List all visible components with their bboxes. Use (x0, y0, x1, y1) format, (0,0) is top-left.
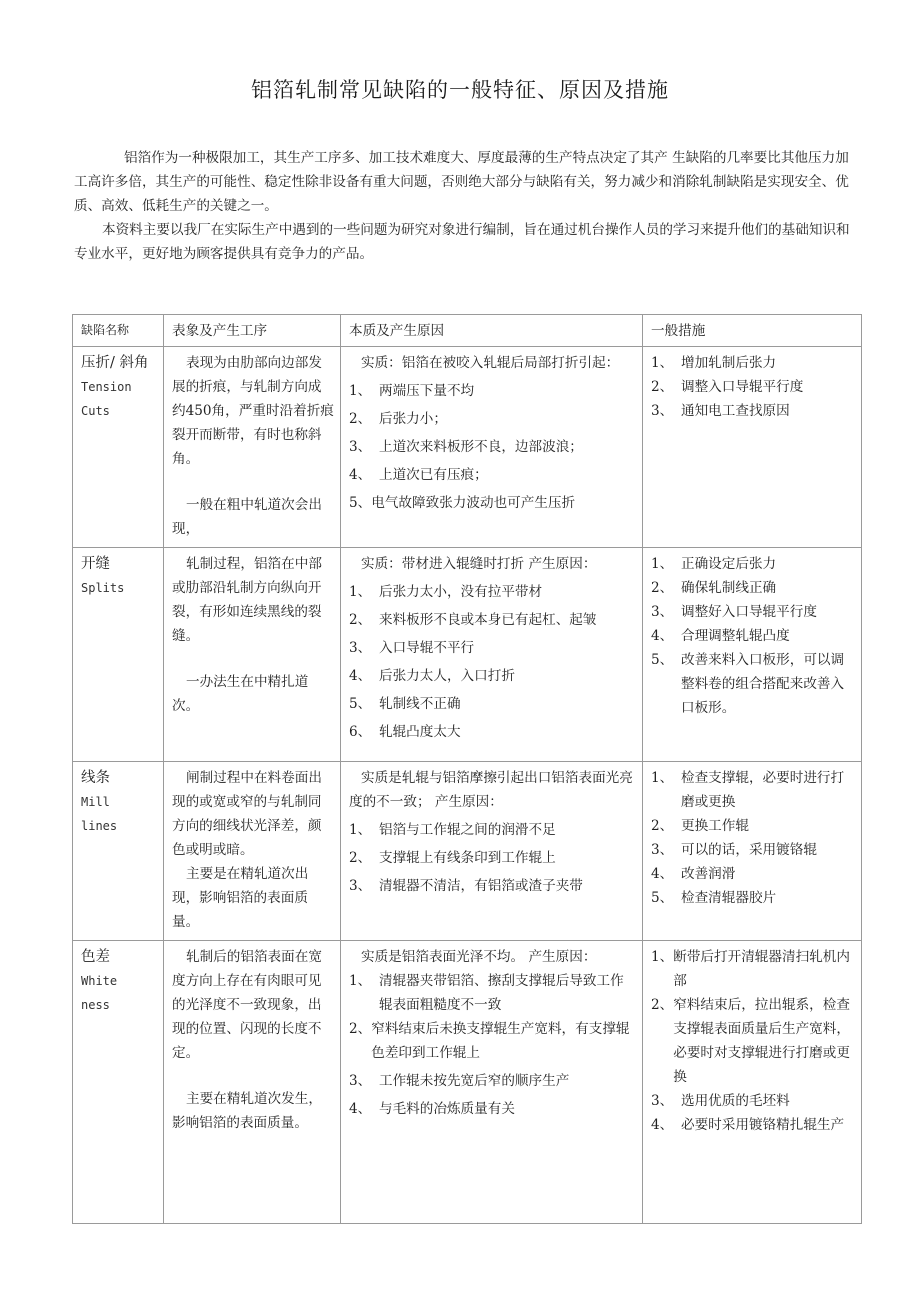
measure-item: 检查支撑辊，必要时进行打磨或更换 (681, 770, 845, 810)
list-number: 6、 (349, 724, 372, 740)
defect-name-cell (73, 762, 164, 941)
list-number: 1、 (349, 584, 372, 600)
cause-cell (341, 941, 643, 1224)
list-number: 1、 (651, 949, 674, 965)
cause-item: 上道次已有压痕； (379, 467, 488, 483)
measure-item: 合理调整轧辊凸度 (681, 628, 790, 644)
list-number: 3、 (651, 403, 674, 419)
defect-name-en: ness (81, 998, 110, 1012)
measure-item: 更换工作辊 (681, 818, 749, 834)
symptom-process: 一般在粗中轧道次会出现， (172, 497, 322, 537)
list-number: 1、 (349, 822, 372, 838)
measure-item: 断带后打开清辊器清扫轧机内部 (673, 949, 850, 989)
table-header-row (73, 315, 862, 347)
defect-name-en: Cuts (81, 404, 110, 418)
cause-intro: 实质：带材进入辊缝时打折 产生原因： (361, 556, 597, 572)
defect-name-cell (73, 347, 164, 548)
intro-section (74, 146, 856, 266)
measure-item: 窄料结束后，拉出辊系，检查支撑辊表面质量后生产宽料，必要时对支撑辊进行打磨或更换 (673, 997, 850, 1085)
cause-item: 支撑辊上有线条印到工作辊上 (379, 850, 556, 866)
defect-name-en: Mill (81, 795, 110, 809)
list-number: 2、 (349, 850, 372, 866)
table-row (73, 762, 862, 941)
list-number: 5、 (349, 696, 372, 712)
list-number: 1、 (651, 355, 674, 371)
measures-cell (643, 347, 862, 548)
list-number: 4、 (349, 668, 372, 684)
list-number: 5、 (651, 890, 674, 906)
list-number: 2、 (651, 997, 674, 1013)
header-measures: 一般措施 (643, 315, 862, 347)
table-row (73, 347, 862, 548)
measures-cell (643, 941, 862, 1224)
measure-item: 可以的话，采用镀铬辊 (681, 842, 817, 858)
defect-name-en: lines (81, 819, 118, 833)
list-number: 2、 (349, 612, 372, 628)
list-number: 2、 (651, 379, 674, 395)
measures-cell (643, 548, 862, 762)
cause-item: 后张力太小，没有拉平带材 (379, 584, 543, 600)
intro-paragraph-1: 铝箔作为一种极限加工，其生产工序多、加工技术难度大、厚度最薄的生产特点决定了其产 生缺陷的几率要比其他压力加工高许多倍，其生产的可能性、稳定性除非设备有重大问题，否则绝大部分与缺陷有关，努力减少和消除轧制缺陷是实现安全、优质、高效、低耗生产的关键之一。 (74, 150, 849, 214)
list-number: 3、 (349, 640, 372, 656)
measures-cell (643, 762, 862, 941)
symptom-cell (164, 347, 341, 548)
measure-item: 确保轧制线正确 (681, 580, 777, 596)
symptom-text: 轧制后的铝箔表面在宽度方向上存在有肉眼可见的光泽度不一致现象，出现的位置、闪现的长度不定。 (172, 949, 322, 1061)
defect-name-cell (73, 548, 164, 762)
cause-item: 清辊器夹带铝箔、擦刮支撑辊后导致工作辊表面粗糙度不一致 (379, 973, 624, 1013)
list-number: 4、 (349, 467, 372, 483)
list-number: 3、 (349, 1073, 372, 1089)
symptom-process: 主要在精轧道次发生，影响铝箔的表面质量。 (172, 1091, 322, 1131)
cause-item: 后张力太人，入口打折 (379, 668, 515, 684)
list-number: 3、 (651, 842, 674, 858)
list-number: 3、 (651, 1093, 674, 1109)
measure-item: 改善润滑 (681, 866, 736, 882)
cause-item: 铝箔与工作辊之间的润滑不足 (379, 822, 556, 838)
table-row (73, 941, 862, 1224)
cause-item: 后张力小； (379, 411, 447, 427)
list-number: 3、 (349, 878, 372, 894)
cause-item: 与毛料的冶炼质量有关 (379, 1101, 515, 1117)
list-number: 2、 (651, 818, 674, 834)
cause-item: 窄料结束后未换支撑辊生产宽料，有支撑辊色差印到工作辊上 (371, 1021, 630, 1061)
list-number: 3、 (651, 604, 674, 620)
cause-item: 清辊器不清洁，有铝箔或渣子夹带 (379, 878, 583, 894)
table-row (73, 548, 862, 762)
symptom-process: 主要是在精轧道次出现，影响铝箔的表面质量。 (172, 866, 309, 930)
list-number: 4、 (651, 628, 674, 644)
cause-item: 轧制线不正确 (379, 696, 461, 712)
cause-item: 两端压下量不均 (379, 383, 475, 399)
list-number: 3、 (349, 439, 372, 455)
measure-item: 增加轧制后张力 (681, 355, 777, 371)
symptom-text: 表现为由肋部向边部发展的折痕，与轧制方向成约450角，严重时沿着折痕裂开而断带，有时也称斜角。 (172, 355, 334, 467)
defect-name-cn: 压折/ 斜角 (81, 355, 149, 371)
cause-item: 入口导辊不平行 (379, 640, 475, 656)
defect-table (72, 314, 862, 1224)
symptom-cell (164, 548, 341, 762)
list-number: 1、 (651, 556, 674, 572)
cause-item: 工作辊未按先宽后窄的顺序生产 (379, 1073, 570, 1089)
list-number: 5、 (651, 652, 674, 668)
measure-item: 必要时采用镀铬精扎辊生产 (681, 1117, 845, 1133)
measure-item: 正确设定后张力 (681, 556, 777, 572)
measure-item: 检查清辊器胶片 (681, 890, 777, 906)
header-symptom: 表象及产生工序 (164, 315, 341, 347)
cause-intro: 实质是轧辊与铝箔摩擦引起出口铝箔表面光亮度的不一致； 产生原因： (349, 770, 633, 810)
list-number: 2、 (349, 1021, 372, 1037)
list-number: 1、 (349, 973, 372, 989)
symptom-text: 闸制过程中在料卷面出现的或宽或窄的与轧制同方向的细线状光泽差，颜色或明或暗。 (172, 770, 322, 858)
cause-intro: 实质：铝箔在被咬入轧辊后局部打折引起： (361, 355, 620, 371)
document-title: 铝箔轧制常见缺陷的一般特征、原因及措施 (251, 78, 669, 102)
header-cause: 本质及产生原因 (341, 315, 643, 347)
symptom-process: 一办法生在中精扎道次。 (172, 674, 309, 714)
cause-cell (341, 762, 643, 941)
measure-item: 调整入口导辊平行度 (681, 379, 804, 395)
defect-name-en: Splits (81, 581, 125, 595)
cause-intro: 实质是铝箔表面光泽不均。 产生原因： (361, 949, 597, 965)
symptom-text: 轧制过程，铝箔在中部或肋部沿轧制方向纵向开裂，有形如连续黑线的裂缝。 (172, 556, 322, 644)
defect-name-cn: 线条 (81, 770, 110, 786)
measure-item: 通知电工查找原因 (681, 403, 790, 419)
symptom-cell (164, 762, 341, 941)
list-number: 4、 (651, 1117, 674, 1133)
list-number: 2、 (349, 411, 372, 427)
defect-name-cn: 色差 (81, 949, 110, 965)
symptom-cell (164, 941, 341, 1224)
cause-cell (341, 548, 643, 762)
intro-paragraph-2: 本资料主要以我厂在实际生产中遇到的一些问题为研究对象进行编制，旨在通过机台操作人员的学习来提升他们的基础知识和专业水平，更好地为顾客提供具有竞争力的产品。 (74, 222, 850, 262)
defect-name-cell (73, 941, 164, 1224)
defect-name-en: White (81, 974, 118, 988)
cause-item: 来料板形不良或本身已有起杠、起皱 (379, 612, 597, 628)
list-number: 1、 (651, 770, 674, 786)
cause-item: 电气故障致张力波动也可产生压折 (371, 495, 576, 511)
defect-name-cn: 开缝 (81, 556, 110, 572)
measure-item: 改善来料入口板形，可以调整料卷的组合搭配来改善入口板形。 (681, 652, 845, 716)
cause-cell (341, 347, 643, 548)
cause-item: 上道次来料板形不良，边部波浪； (379, 439, 583, 455)
list-number: 5、 (349, 495, 372, 511)
list-number: 1、 (349, 383, 372, 399)
measure-item: 调整好入口导辊平行度 (681, 604, 817, 620)
cause-item: 轧辊凸度太大 (379, 724, 461, 740)
list-number: 4、 (349, 1101, 372, 1117)
defect-name-en: Tension (81, 380, 132, 394)
measure-item: 选用优质的毛坯料 (681, 1093, 790, 1109)
header-defect-name: 缺陷名称 (73, 315, 164, 347)
list-number: 4、 (651, 866, 674, 882)
list-number: 2、 (651, 580, 674, 596)
